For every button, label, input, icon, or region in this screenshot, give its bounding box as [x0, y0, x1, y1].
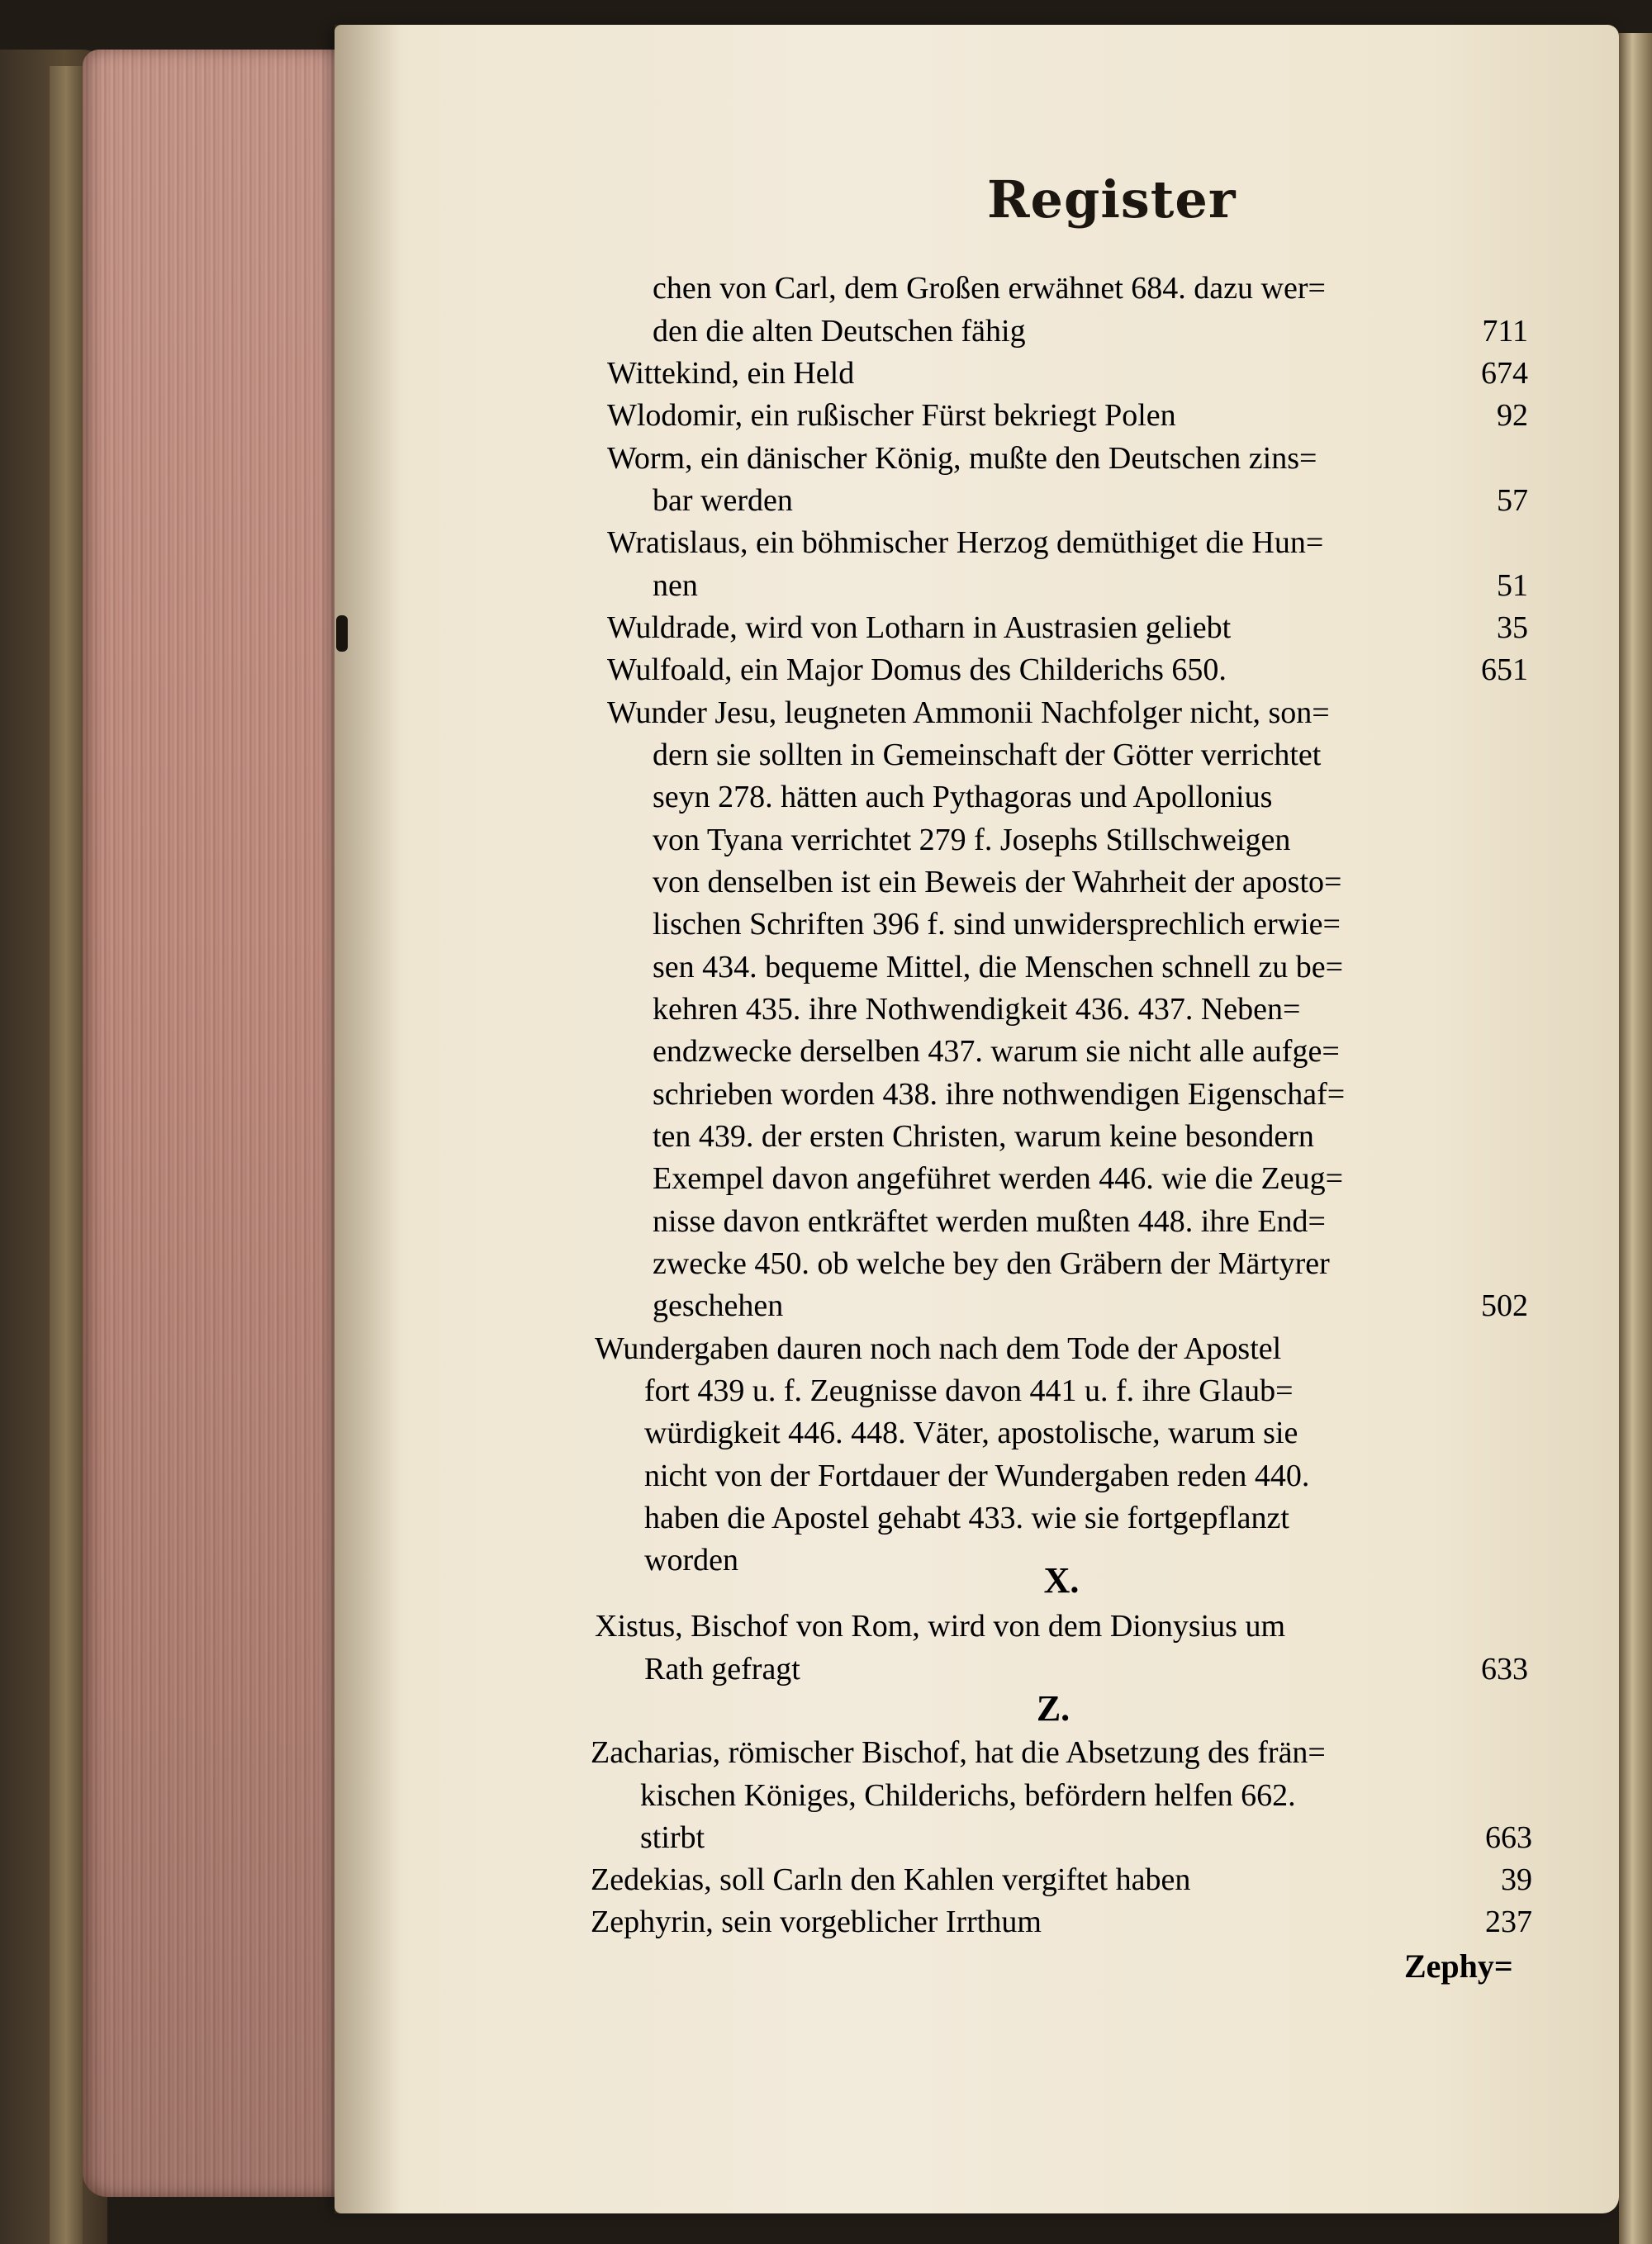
entry-text: von denselben ist ein Beweis der Wahrheit der aposto=	[653, 865, 1342, 899]
index-line	[591, 1731, 1532, 1774]
entry-text: endzwecke derselben 437. warum sie nicht alle aufge=	[653, 1034, 1340, 1069]
entry-text: worden	[644, 1543, 738, 1577]
entry-text: Zacharias, römischer Bischof, hat die Absetzung des frän=	[591, 1735, 1326, 1770]
index-line	[653, 479, 1528, 522]
index-line	[653, 988, 1528, 1031]
index-line	[644, 1648, 1528, 1691]
entry-text: zwecke 450. ob welche bey den Gräbern der Märtyrer	[653, 1246, 1330, 1281]
red-page-edges	[83, 50, 347, 2197]
entry-text: chen von Carl, dem Großen erwähnet 684. dazu wer=	[653, 271, 1326, 306]
index-line	[644, 1454, 1528, 1497]
index-line	[607, 437, 1528, 480]
entry-text: Wulfoald, ein Major Domus des Childerichs 650.	[607, 652, 1227, 687]
section-letter-z: Z.	[1036, 1688, 1070, 1729]
index-line	[591, 1858, 1532, 1901]
entry-text: seyn 278. hätten auch Pythagoras und Apollonius	[653, 780, 1273, 814]
index-line	[653, 564, 1528, 607]
entry-text: kischen Königes, Childerichs, befördern helfen 662.	[640, 1778, 1296, 1813]
entry-text: nicht von der Fortdauer der Wundergaben reden 440.	[644, 1459, 1310, 1493]
index-line	[653, 1157, 1528, 1200]
index-line	[653, 776, 1528, 818]
entry-page-number: 35	[1497, 610, 1528, 645]
entry-text: haben die Apostel gehabt 433. wie sie fortgepflanzt	[644, 1501, 1289, 1535]
index-line	[653, 1284, 1528, 1327]
entry-page-number: 57	[1497, 483, 1528, 518]
gutter-shadow	[335, 25, 401, 2213]
index-line	[644, 1497, 1528, 1539]
entry-text: stirbt	[640, 1820, 705, 1855]
entry-text: Xistus, Bischof von Rom, wird von dem Dionysius um	[595, 1609, 1286, 1644]
entry-text: ten 439. der ersten Christen, warum keine besondern	[653, 1119, 1314, 1154]
index-line	[653, 267, 1528, 310]
entry-text: lischen Schriften 396 f. sind unwidersprechlich erwie=	[653, 907, 1341, 942]
index-line	[653, 1242, 1528, 1285]
page-title: Register	[987, 169, 1237, 230]
entry-page-number: 711	[1482, 314, 1528, 349]
catchword: Zephy=	[1404, 1947, 1513, 1985]
ink-mark	[336, 615, 348, 652]
entry-text: Wuldrade, wird von Lotharn in Austrasien geliebt	[607, 610, 1232, 645]
entry-text: geschehen	[653, 1288, 784, 1323]
entry-text: Zedekias, soll Carln den Kahlen vergiftet haben	[591, 1862, 1191, 1897]
entry-text: kehren 435. ihre Nothwendigkeit 436. 437. Neben=	[653, 992, 1301, 1027]
index-line	[640, 1816, 1532, 1859]
index-line	[653, 1073, 1528, 1116]
entry-page-number: 633	[1481, 1652, 1528, 1687]
index-line	[644, 1539, 1528, 1582]
index-line	[653, 903, 1528, 946]
entry-text: sen 434. bequeme Mittel, die Menschen schnell zu be=	[653, 950, 1344, 984]
entry-text: nisse davon entkräftet werden mußten 448. ihre End=	[653, 1204, 1326, 1239]
index-line	[595, 1605, 1528, 1648]
entry-page-number: 651	[1481, 652, 1528, 687]
entry-text: Wratislaus, ein böhmischer Herzog demüthiget die Hun=	[607, 525, 1324, 560]
entry-page-number: 674	[1481, 356, 1528, 391]
index-line	[607, 691, 1528, 734]
entry-text: den die alten Deutschen fähig	[653, 314, 1026, 349]
index-line	[644, 1411, 1528, 1454]
entry-text: dern sie sollten in Gemeinschaft der Götter verrichtet	[653, 738, 1322, 772]
entry-page-number: 92	[1497, 398, 1528, 433]
entry-page-number: 51	[1497, 568, 1528, 603]
book-spine-edge	[50, 66, 83, 2244]
index-line	[607, 648, 1528, 691]
section-letter-x: X.	[1043, 1560, 1080, 1601]
entry-text: Wundergaben dauren noch nach dem Tode der Apostel	[595, 1331, 1282, 1366]
index-line	[653, 818, 1528, 861]
entry-text: Exempel davon angeführet werden 446. wie die Zeug=	[653, 1161, 1344, 1196]
entry-text: schrieben worden 438. ihre nothwendigen Eigenschaf=	[653, 1077, 1346, 1112]
entry-page-number: 237	[1485, 1905, 1532, 1939]
entry-text: Wunder Jesu, leugneten Ammonii Nachfolger nicht, son=	[607, 695, 1330, 730]
entry-text: nen	[653, 568, 698, 603]
entry-text: Wittekind, ein Held	[607, 356, 855, 391]
entry-text: Zephyrin, sein vorgeblicher Irrthum	[591, 1905, 1042, 1939]
index-line	[591, 1900, 1532, 1943]
index-line	[653, 946, 1528, 989]
entry-text: Wlodomir, ein rußischer Fürst bekriegt Polen	[607, 398, 1176, 433]
entry-text: von Tyana verrichtet 279 f. Josephs Stillschweigen	[653, 823, 1291, 857]
index-line	[653, 733, 1528, 776]
entry-page-number: 663	[1485, 1820, 1532, 1855]
entry-page-number: 502	[1481, 1288, 1528, 1323]
index-line	[653, 1030, 1528, 1073]
index-line	[607, 606, 1528, 649]
index-line	[607, 521, 1528, 564]
index-line	[607, 394, 1528, 437]
index-line	[595, 1327, 1528, 1370]
entry-text: bar werden	[653, 483, 793, 518]
index-line	[640, 1774, 1532, 1817]
index-line	[653, 310, 1528, 353]
entry-text: fort 439 u. f. Zeugnisse davon 441 u. f. ihre Glaub=	[644, 1373, 1294, 1408]
facing-page-edge	[1619, 33, 1652, 2244]
index-line	[653, 861, 1528, 904]
index-line	[607, 352, 1528, 395]
entry-page-number: 39	[1501, 1862, 1532, 1897]
index-line	[644, 1369, 1528, 1412]
entry-text: Worm, ein dänischer König, mußte den Deutschen zins=	[607, 441, 1317, 476]
entry-text: würdigkeit 446. 448. Väter, apostolische, warum sie	[644, 1416, 1298, 1450]
index-line	[653, 1200, 1528, 1243]
entry-text: Rath gefragt	[644, 1652, 800, 1687]
index-line	[653, 1115, 1528, 1158]
